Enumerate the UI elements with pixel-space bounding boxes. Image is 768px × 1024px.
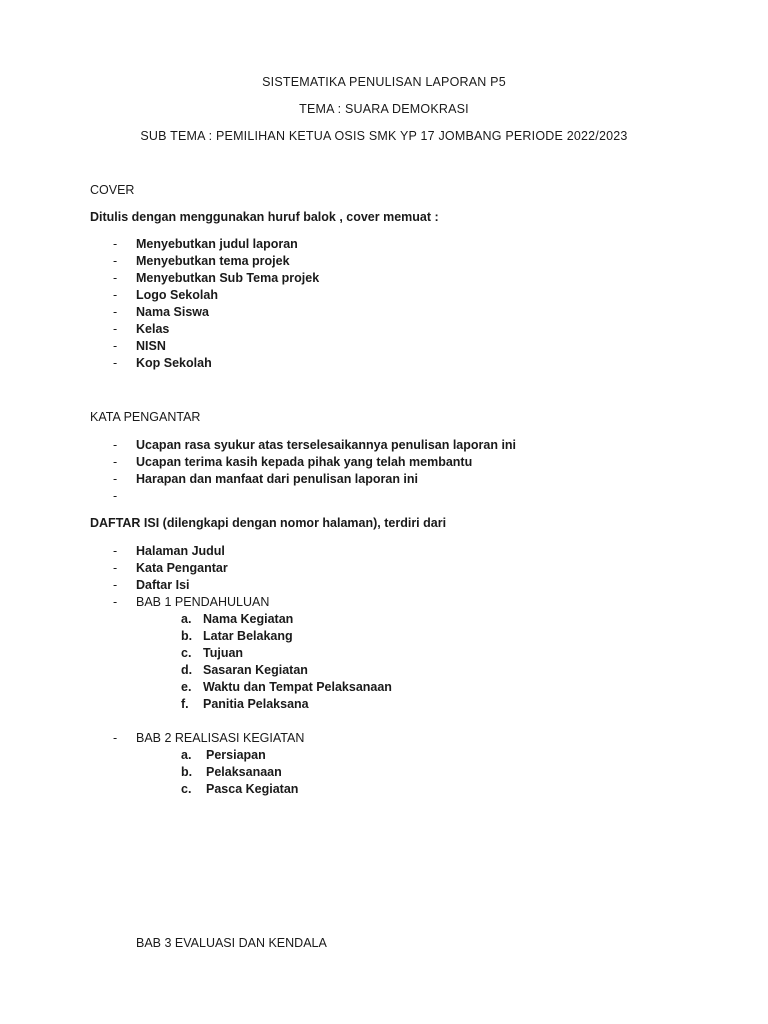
bab3-title: BAB 3 EVALUASI DAN KENDALA xyxy=(136,936,327,950)
list-item: Kop Sekolah xyxy=(136,356,212,370)
list-bullet: - xyxy=(113,578,118,592)
list-item: Nama Kegiatan xyxy=(203,612,294,626)
list-item: Halaman Judul xyxy=(136,544,225,558)
list-marker: b. xyxy=(181,629,193,643)
list-marker: d. xyxy=(181,663,193,677)
list-item: Daftar Isi xyxy=(136,578,190,592)
bab2-title: BAB 2 REALISASI KEGIATAN xyxy=(136,731,305,745)
list-item: Sasaran Kegiatan xyxy=(203,663,308,677)
list-bullet: - xyxy=(113,544,118,558)
list-marker: c. xyxy=(181,782,192,796)
list-item: Logo Sekolah xyxy=(136,288,218,302)
list-item: Panitia Pelaksana xyxy=(203,697,309,711)
list-marker: f. xyxy=(181,697,189,711)
list-bullet: - xyxy=(113,472,118,486)
list-bullet: - xyxy=(113,339,118,353)
document-theme: TEMA : SUARA DEMOKRASI xyxy=(299,102,469,116)
list-item: Pasca Kegiatan xyxy=(206,782,299,796)
list-marker: c. xyxy=(181,646,192,660)
document-title: SISTEMATIKA PENULISAN LAPORAN P5 xyxy=(262,75,506,89)
list-bullet: - xyxy=(113,438,118,452)
list-item: Menyebutkan tema projek xyxy=(136,254,290,268)
list-item: Nama Siswa xyxy=(136,305,209,319)
list-item: Ucapan rasa syukur atas terselesaikannya penulisan laporan ini xyxy=(136,438,517,452)
list-item: Pelaksanaan xyxy=(206,765,282,779)
list-item: Kelas xyxy=(136,322,170,336)
list-marker: a. xyxy=(181,748,192,762)
document-subtheme: SUB TEMA : PEMILIHAN KETUA OSIS SMK YP 17 JOMBANG PERIODE 2022/2023 xyxy=(140,129,628,143)
bab1-title: BAB 1 PENDAHULUAN xyxy=(136,595,270,609)
list-bullet: - xyxy=(113,489,118,503)
list-marker: a. xyxy=(181,612,192,626)
list-bullet: - xyxy=(113,595,118,609)
list-bullet: - xyxy=(113,561,118,575)
list-item: Persiapan xyxy=(206,748,266,762)
list-marker: b. xyxy=(181,765,193,779)
daftar-isi-heading: DAFTAR ISI (dilengkapi dengan nomor halaman), terdiri dari xyxy=(90,516,447,530)
list-bullet: - xyxy=(113,237,118,251)
list-bullet: - xyxy=(113,731,118,745)
list-item: Kata Pengantar xyxy=(136,561,228,575)
list-bullet: - xyxy=(113,322,118,336)
list-item: Menyebutkan Sub Tema projek xyxy=(136,271,320,285)
list-item: NISN xyxy=(136,339,166,353)
list-item: Ucapan terima kasih kepada pihak yang telah membantu xyxy=(136,455,473,469)
list-bullet: - xyxy=(113,305,118,319)
list-bullet: - xyxy=(113,254,118,268)
list-bullet: - xyxy=(113,288,118,302)
list-marker: e. xyxy=(181,680,192,694)
list-bullet: - xyxy=(113,356,118,370)
cover-heading: COVER xyxy=(90,183,135,197)
list-item: Waktu dan Tempat Pelaksanaan xyxy=(203,680,392,694)
list-item: Harapan dan manfaat dari penulisan laporan ini xyxy=(136,472,419,486)
cover-intro: Ditulis dengan menggunakan huruf balok , cover memuat : xyxy=(90,210,439,224)
kata-pengantar-heading: KATA PENGANTAR xyxy=(90,410,201,424)
list-bullet: - xyxy=(113,455,118,469)
list-item: Tujuan xyxy=(203,646,244,660)
list-item: Latar Belakang xyxy=(203,629,293,643)
list-item: Menyebutkan judul laporan xyxy=(136,237,298,251)
list-bullet: - xyxy=(113,271,118,285)
